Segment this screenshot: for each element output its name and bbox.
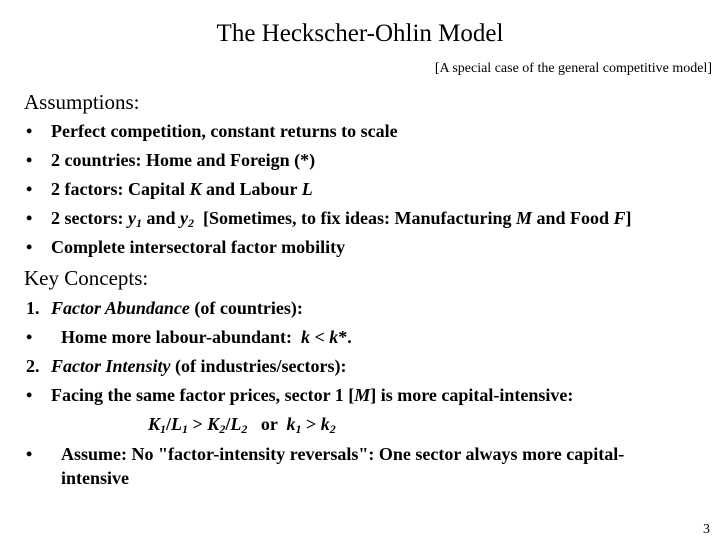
concept-item: • Home more labour-abundant: k < k*. <box>26 327 352 347</box>
assumption-item: • Perfect competition, constant returns to scale <box>26 121 398 141</box>
concept-item: • Assume: No "factor-intensity reversals": One sector always more capital- <box>26 444 625 464</box>
concept-item: • Facing the same factor prices, sector 1 [M] is more capital-intensive: <box>26 385 574 405</box>
concept-item-continued: intensive <box>61 468 130 488</box>
assumption-item: • 2 factors: Capital K and Labour L <box>26 179 313 199</box>
bullet-icon: • <box>26 237 33 257</box>
bullet-icon: • <box>26 121 33 141</box>
concept-item: 2. Factor Intensity (of industries/sectors): <box>26 356 347 376</box>
assumption-item: • 2 countries: Home and Foreign (*) <box>26 150 316 170</box>
bullet-icon: • <box>26 150 33 170</box>
intensity-formula: $K_1/L_1 > K_2/L_2$ or $k_1 > k_2$ <box>148 414 336 436</box>
slide-title: The Heckscher-Ohlin Model <box>216 20 504 47</box>
key-concepts-heading: Key Concepts: <box>24 266 149 290</box>
assumption-item: • 2 sectors: $y_1$ and $y_2$ [Sometimes, to fix ideas: Manufacturing M and Food F] <box>26 208 632 230</box>
bullet-icon: • <box>26 179 33 199</box>
page-number: 3 <box>703 522 710 537</box>
slide-subtitle: [A special case of the general competitive model] <box>434 61 712 76</box>
concept-item: 1. Factor Abundance (of countries): <box>26 298 303 318</box>
bullet-icon: • <box>26 208 33 228</box>
assumption-item: • Complete intersectoral factor mobility <box>26 237 346 257</box>
assumptions-heading: Assumptions: <box>24 90 140 114</box>
